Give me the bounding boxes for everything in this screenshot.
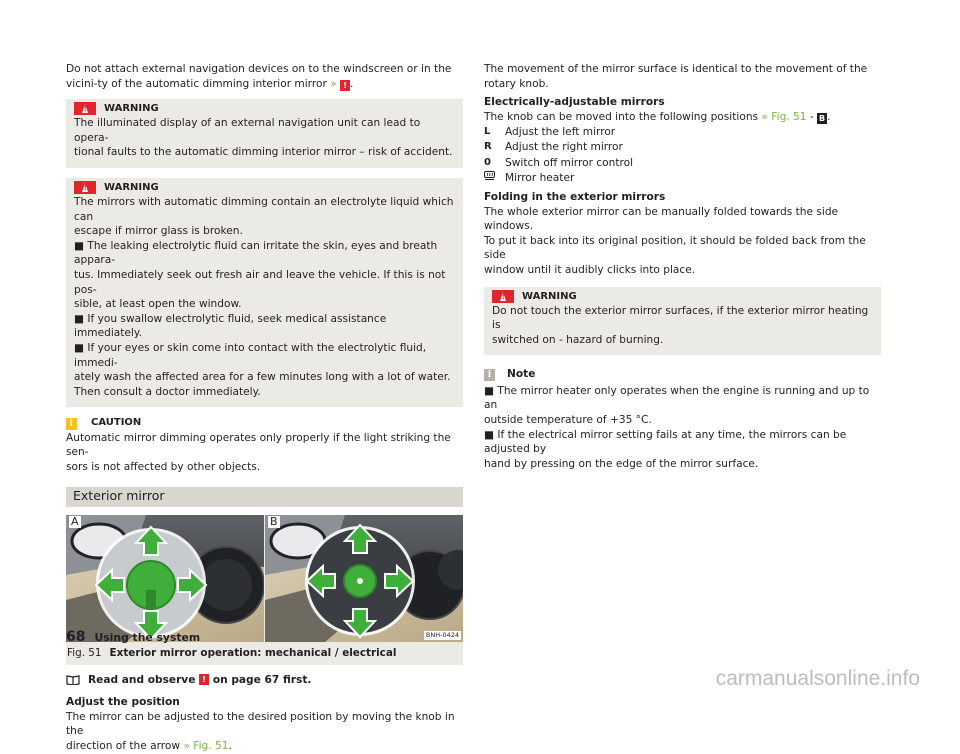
watermark: carmanualsonline.info <box>715 667 920 690</box>
position-symbol: 0 <box>484 156 491 168</box>
folding-heading: Folding in the exterior mirrors <box>484 190 666 203</box>
positions-list <box>484 124 881 186</box>
position-text: Mirror heater <box>505 171 575 184</box>
mirror-heater-icon <box>484 171 505 186</box>
warning-line: ■ If you swallow electrolytic fluid, seek medical assistance immediately. <box>74 312 387 340</box>
figure-caption <box>66 644 396 664</box>
warning-box-electrolyte <box>66 178 463 407</box>
panel-letter-a: A <box>71 514 79 528</box>
electrical-line: The knob can be moved into the following positions » Fig. 51 - B . <box>484 110 831 123</box>
mechanical-mirror-illustration <box>66 515 264 642</box>
section-title: Exterior mirror <box>73 488 165 504</box>
figure-panel-b <box>265 515 463 642</box>
note-line: outside temperature of +35 °C. <box>484 414 652 427</box>
caution-heading <box>66 416 463 431</box>
electrical-heading: Electrically-adjustable mirrors <box>484 96 665 109</box>
read-and-observe: Read and observe ! on page 67 first. <box>66 673 463 688</box>
warning-box-navigation <box>66 99 463 168</box>
warning-line: tional faults to the automatic dimming interior mirror – risk of accident. <box>74 146 453 159</box>
fig-51-link[interactable]: » Fig. 51 <box>183 740 229 753</box>
folding-line: To put it back into its original position, it should be folded back from the side <box>484 234 866 262</box>
intro-paragraph: Do not attach external navigation devices on to the windscreen or in the vicini-ty of the automatic dimming interior mirror » ! . <box>66 63 452 90</box>
warning-box-heating <box>484 287 881 356</box>
position-text: Adjust the left mirror <box>505 125 616 138</box>
info-icon: i <box>484 369 495 381</box>
panel-letter-b: B <box>270 514 278 528</box>
intro-link[interactable]: » <box>330 77 337 90</box>
figure-letter-b: B <box>819 113 826 123</box>
position-text: Switch off mirror control <box>505 156 634 169</box>
list-item <box>484 140 881 155</box>
warning-triangle-icon <box>74 181 96 194</box>
electrical-mirror-illustration <box>265 515 463 642</box>
warning-label: WARNING <box>522 290 577 302</box>
warning-line: tus. Immediately seek out fresh air and leave the vehicle. If this is not pos- <box>74 268 446 296</box>
list-item <box>484 155 881 170</box>
adjust-line: The mirror can be adjusted to the desired position by moving the knob in the <box>66 710 455 738</box>
warning-triangle-icon <box>74 102 96 115</box>
note-line: hand by pressing on the edge of the mirror surface. <box>484 457 759 470</box>
warning-line: The illuminated display of an external navigation unit can lead to opera- <box>74 117 421 144</box>
warning-line: sible, at least open the window. <box>74 298 242 311</box>
note-label: Note <box>507 368 536 381</box>
note-heading <box>484 367 881 382</box>
figure-caption-text: Exterior mirror operation: mechanical / electrical <box>109 647 397 660</box>
movement-paragraph: The movement of the mirror surface is identical to the movement of the rotary knob. <box>484 63 868 90</box>
warning-line: ately wash the affected area for a few minutes long with a lot of water. <box>74 371 451 384</box>
caution-triangle-icon <box>66 418 77 430</box>
warning-line: The mirrors with automatic dimming contain an electrolyte liquid which can <box>74 195 454 223</box>
warning-line: Do not touch the exterior mirror surfaces, if the exterior mirror heating is <box>492 304 869 332</box>
fig-51-link[interactable]: » Fig. 51 <box>761 110 807 123</box>
warning-line: switched on - hazard of burning. <box>492 333 664 346</box>
left-column <box>66 62 463 754</box>
adjust-line: direction of the arrow » Fig. 51. <box>66 740 232 753</box>
section-title-bar <box>66 487 463 507</box>
figure-panel-a <box>66 515 264 642</box>
footer-section: Using the system <box>94 631 201 644</box>
page-number: 68 <box>66 629 86 645</box>
book-icon <box>66 674 80 685</box>
list-item <box>484 124 881 139</box>
position-text: Adjust the right mirror <box>505 141 623 154</box>
caution-line: Automatic mirror dimming operates only properly if the light striking the sen- <box>66 431 451 459</box>
warning-ref-icon: ! <box>340 80 350 91</box>
position-symbol: R <box>484 141 492 153</box>
right-column <box>484 62 881 471</box>
warning-line: ■ If your eyes or skin come into contact with the electrolytic fluid, immedi- <box>74 341 427 369</box>
warning-line: ■ The leaking electrolytic fluid can irritate the skin, eyes and breath appara- <box>74 239 438 267</box>
warning-label: WARNING <box>104 181 159 193</box>
note-line: ■ If the electrical mirror setting fails at any time, the mirrors can be adjusted by <box>484 428 847 456</box>
position-symbol: L <box>484 125 491 137</box>
warning-line: escape if mirror glass is broken. <box>74 225 243 238</box>
adjust-heading: Adjust the position <box>66 696 180 709</box>
note-line: ■ The mirror heater only operates when the engine is running and up to an <box>484 384 870 412</box>
warning-triangle-icon <box>492 290 514 303</box>
list-item <box>484 171 881 186</box>
caution-line: sors is not affected by other objects. <box>66 461 261 474</box>
warning-label: WARNING <box>104 103 159 115</box>
caution-label: CAUTION <box>91 417 142 429</box>
figure-number: Fig. 51 <box>67 647 102 660</box>
folding-line: The whole exterior mirror can be manually folded towards the side windows. <box>484 205 839 233</box>
page-footer <box>66 630 200 646</box>
folding-line: window until it audibly clicks into place. <box>484 263 696 276</box>
figure-code: BNH-0424 <box>425 630 459 639</box>
warning-line: Then consult a doctor immediately. <box>74 385 261 398</box>
warning-ref-icon: ! <box>199 674 209 685</box>
